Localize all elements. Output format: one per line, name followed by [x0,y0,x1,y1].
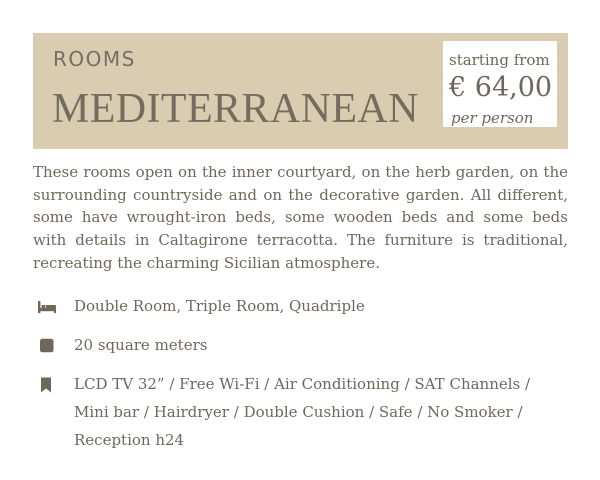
feature-room-types [33,292,568,320]
price-suffix: per person [451,109,534,127]
bed-icon [37,298,57,316]
bookmark-icon [37,376,57,394]
room-features-list [33,292,568,454]
room-header-banner [33,33,568,149]
section-kicker: ROOMS [53,47,136,71]
feature-label: Double Room, Triple Room, Quadriple [74,297,365,315]
price-box [443,41,557,127]
room-title: MEDITERRANEAN [52,86,419,132]
room-description: These rooms open on the inner courtyard, on the herb garden, on the surrounding countryside and on the decorative garden. All different, some have wrought-iron beds, some wooden beds and some beds with details in Caltagirone terracotta. The furniture is traditional, recreating the charming Sicilian atmosphere. [33,163,568,272]
price-prefix: starting from [449,51,550,69]
feature-amenities [33,370,568,454]
square-icon [37,337,57,355]
price-value: € 64,00 [449,72,553,103]
feature-label: 20 square meters [74,336,208,354]
feature-label: LCD TV 32” / Free Wi-Fi / Air Conditioning / SAT Channels / Mini bar / Hairdryer / Double Cushion / Safe / No Smoker / Reception h24 [74,375,531,449]
feature-size [33,331,568,359]
